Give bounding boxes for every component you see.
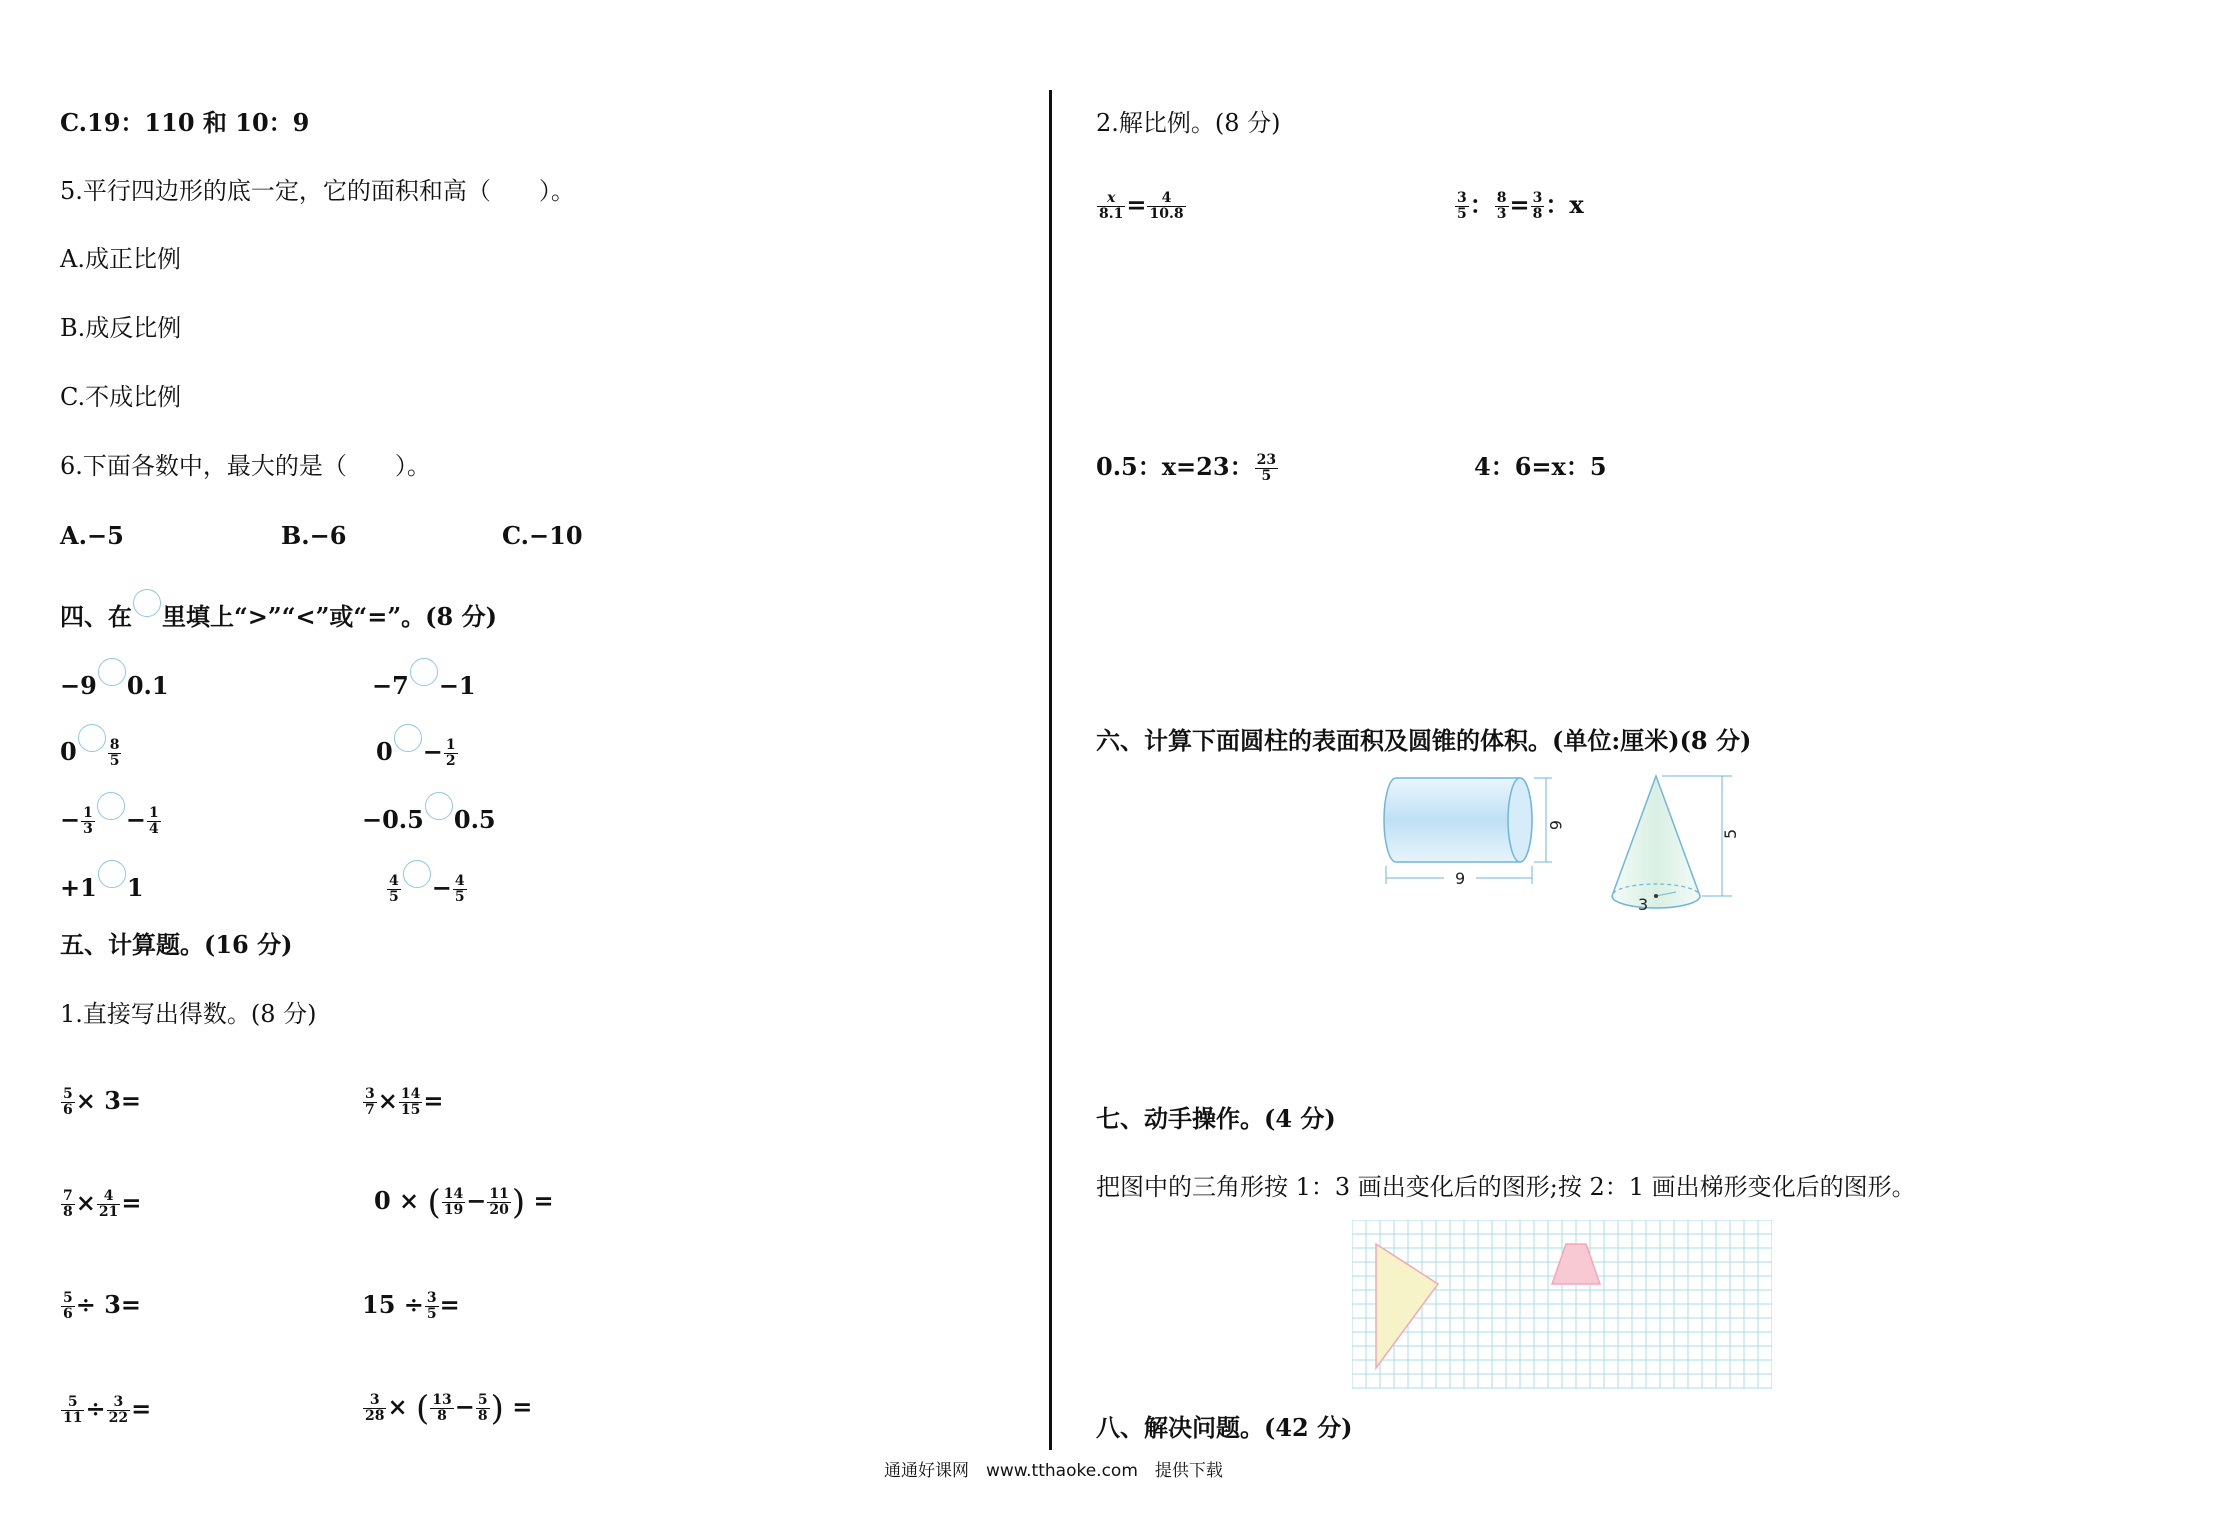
compare-item xyxy=(60,860,144,903)
compare-item xyxy=(386,860,468,905)
cone-height-label: 5 xyxy=(1721,828,1740,839)
compare-right: 0.1 xyxy=(126,671,169,700)
triangle-shape xyxy=(1376,1244,1438,1368)
option-c-previous: C.19：110 和 10：9 xyxy=(60,108,310,137)
compare-item xyxy=(362,792,496,835)
compare-left: −0.5 xyxy=(362,805,424,834)
question-5-1: 1.直接写出得数。(8 分) xyxy=(60,1000,317,1028)
calc-item: $\frac{5}{6}$ × 3= xyxy=(63,1086,142,1118)
question-6: 6.下面各数中，最大的是（ ）。 xyxy=(60,452,431,480)
proportion-item: 0.5：x=23： $\frac{23}{5}$ xyxy=(1096,452,1277,484)
question-6-option-a: A.−5 xyxy=(60,521,124,550)
question-6-option-b: B.−6 xyxy=(281,521,347,550)
column-divider xyxy=(1049,90,1052,1450)
calc-item: 0 × ( $\frac{14}{19}$ − $\frac{11}{20}$ ) = xyxy=(374,1182,554,1223)
question-5-option-b: B.成反比例 xyxy=(60,314,182,342)
compare-left: +1 xyxy=(60,873,97,902)
calc-item: $\frac{3}{28}$ × ( $\frac{13}{8}$ − $\frac{5}{8}$ ) = xyxy=(365,1388,533,1429)
compare-item xyxy=(372,658,476,701)
calc-item: $\frac{5}{6}$ ÷ 3= xyxy=(63,1290,142,1322)
proportion-item: $\frac{3}{5}$ ： $\frac{8}{3}$ = $\frac{3}{8}$ ：x xyxy=(1457,190,1584,222)
proportion-item: $\frac{x}{8.1}$ = $\frac{4}{10.8}$ xyxy=(1099,190,1184,222)
fraction: $\frac{1}{3}$ xyxy=(83,805,93,837)
compare-circle-input[interactable] xyxy=(97,792,125,820)
section-7-instruction: 把图中的三角形按 1：3 画出变化后的图形;按 2：1 画出梯形变化后的图形。 xyxy=(1096,1173,1916,1201)
compare-right: 0.5 xyxy=(453,805,496,834)
calc-item: $\frac{3}{7}$ × $\frac{14}{15}$ = xyxy=(365,1086,444,1118)
compare-circle-input[interactable] xyxy=(78,724,106,752)
cone xyxy=(1612,776,1740,914)
section-8-heading: 八、解决问题。(42 分) xyxy=(1096,1413,1353,1442)
compare-left: 0 xyxy=(60,737,77,766)
calc-item: $\frac{5}{11}$ ÷ $\frac{3}{22}$ = xyxy=(63,1394,152,1426)
fraction: $\frac{8}{5}$ xyxy=(109,737,120,769)
section-7-heading: 七、动手操作。(4 分) xyxy=(1096,1104,1336,1133)
minus-sign: − xyxy=(431,873,452,902)
question-5: 5.平行四边形的底一定，它的面积和高（ ）。 xyxy=(60,177,575,205)
compare-circle-input[interactable] xyxy=(403,860,431,888)
section-4-heading-pre: 四、在 xyxy=(60,602,132,631)
cylinder-height-label: 6 xyxy=(1546,820,1565,831)
proportion-item: 4：6=x：5 xyxy=(1474,452,1607,481)
compare-left: −7 xyxy=(372,671,409,700)
minus-sign: − xyxy=(60,805,81,834)
cone-radius-label: 3 xyxy=(1638,895,1649,914)
compare-right: 1 xyxy=(126,873,144,902)
fraction: $\frac{4}{5}$ xyxy=(389,873,399,905)
compare-circle-input[interactable] xyxy=(98,658,126,686)
footer-credit: 通通好课网 www.tthaoke.com 提供下载 xyxy=(884,1461,1223,1481)
question-5-option-c: C.不成比例 xyxy=(60,383,182,411)
answer-circle-icon xyxy=(133,589,161,617)
compare-item xyxy=(376,724,459,769)
question-5-2: 2.解比例。(8 分) xyxy=(1096,109,1281,137)
section-6-heading: 六、计算下面圆柱的表面积及圆锥的体积。(单位:厘米)(8 分) xyxy=(1096,726,1752,755)
cylinder-cone-figure xyxy=(1380,770,1750,920)
fraction: $\frac{4}{5}$ xyxy=(454,873,465,905)
compare-left: −9 xyxy=(60,671,97,700)
minus-sign: − xyxy=(125,805,146,834)
compare-left: 0 xyxy=(376,737,393,766)
section-4-heading-post: 里填上“>”“<”或“=”。(8 分) xyxy=(162,602,497,631)
compare-item xyxy=(60,658,169,701)
question-5-option-a: A.成正比例 xyxy=(60,245,181,273)
compare-item xyxy=(60,792,162,837)
section-4-heading xyxy=(60,589,497,632)
compare-circle-input[interactable] xyxy=(394,724,422,752)
compare-right: −1 xyxy=(438,671,476,700)
calc-item: $\frac{7}{8}$ × $\frac{4}{21}$ = xyxy=(63,1188,142,1220)
question-6-option-c: C.−10 xyxy=(502,521,583,550)
section-5-heading: 五、计算题。(16 分) xyxy=(60,930,293,959)
compare-circle-input[interactable] xyxy=(410,658,438,686)
fraction: $\frac{1}{2}$ xyxy=(445,737,456,769)
trapezoid-shape xyxy=(1552,1244,1600,1284)
cylinder xyxy=(1384,778,1565,888)
compare-circle-input[interactable] xyxy=(425,792,453,820)
cylinder-width-label: 9 xyxy=(1455,869,1466,888)
drawing-grid[interactable] xyxy=(1352,1220,1772,1390)
calc-item: 15 ÷ $\frac{3}{5}$ = xyxy=(362,1290,460,1322)
compare-circle-input[interactable] xyxy=(98,860,126,888)
fraction: $\frac{1}{4}$ xyxy=(148,805,159,837)
minus-sign: − xyxy=(422,737,443,766)
compare-item xyxy=(60,724,122,769)
calc-expression: × 3= xyxy=(75,1086,142,1115)
